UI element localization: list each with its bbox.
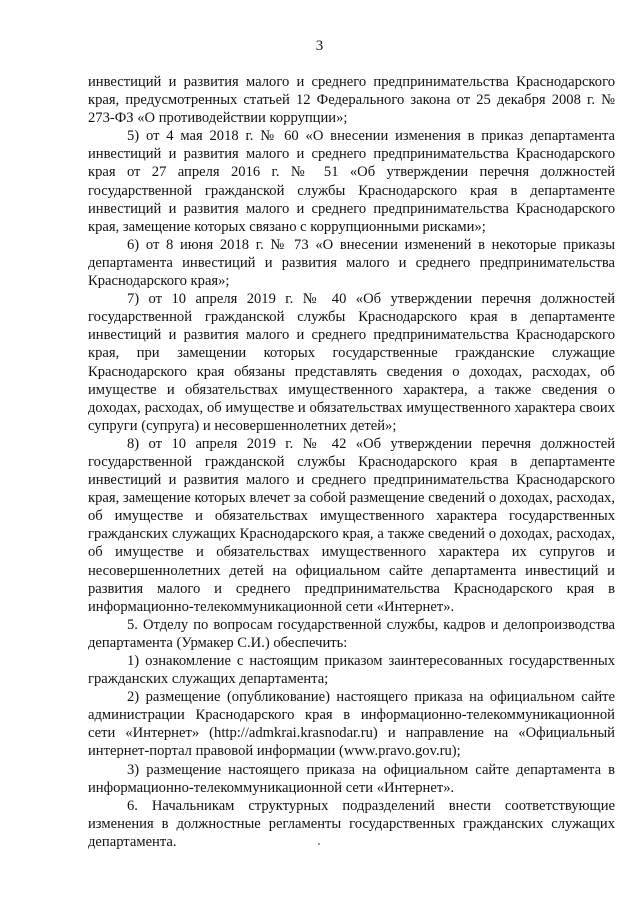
- paragraph-item-7: 7) от 10 апреля 2019 г. № 40 «Об утверждении перечня должностей государственной гражданской службы Краснодарского края в департаменте инвестиций и развития малого и среднего предпринимательства Краснодарского края, при замещении которых государственные гражданские служащие Краснодарского края обязаны представлять сведения о доходах, расходах, об имуществе и обязательствах имущественного характера, а также сведения о доходах, расходах, об имуществе и обязательствах имущественного характера своих супруги (супруга) и несовершеннолетних детей»;: [88, 291, 615, 434]
- paragraph-section-5: 5. Отделу по вопросам государственной службы, кадров и делопроизводства департамента (Урмакер С.И.) обеспечить:: [88, 616, 615, 651]
- paragraph-continuation: инвестиций и развития малого и среднего предпринимательства Краснодарского края, предусмотренных статьей 12 Федерального закона от 25 декабря 2008 г. № 273-ФЗ «О противодействии коррупции»;: [88, 74, 615, 127]
- paragraph-item-5: 5) от 4 мая 2018 г. № 60 «О внесении изменения в приказ департамента инвестиций и развития малого и среднего предпринимательства Краснодарского края от 27 апреля 2016 г. № 51 «Об утверждении перечня должностей государственной гражданской службы Краснодарского края в департаменте инвестиций и развития малого и среднего предпринимательства Краснодарского края, замещение которых связано с коррупционными рисками»;: [88, 128, 615, 235]
- paragraph-subitem-2: 2) размещение (опубликование) настоящего приказа на официальном сайте администрации Краснодарского края в информационно-телекоммуникационной сети «Интернет» (http://admkrai.krasnodar.ru) и направление на «Официальный интернет-портал правовой информации (www.pravo.gov.ru);: [88, 689, 615, 760]
- paragraph-item-6: 6) от 8 июня 2018 г. № 73 «О внесении изменений в некоторые приказы департамента инвестиций и развития малого и среднего предпринимательства Краснодарского края»;: [88, 236, 615, 290]
- document-body: [88, 73, 615, 851]
- scan-speck: [318, 843, 320, 845]
- paragraph-subitem-3: 3) размещение настоящего приказа на официальном сайте департамента в информационно-телекоммуникационной сети «Интернет».: [88, 761, 615, 796]
- page-number: 3: [315, 38, 324, 54]
- paragraph-item-8: 8) от 10 апреля 2019 г. № 42 «Об утверждении перечня должностей государственной гражданской службы Краснодарского края в департаменте инвестиций и развития малого и среднего предпринимательства Краснодарского края, замещение которых влечет за собой размещение сведений о доходах, расходах, об имуществе и обязательствах имущественного характера государственных гражданских служащих Краснодарского края, а также сведений о доходах, расходах, об имуществе и обязательствах имущественного характера их супругов и несовершеннолетних детей на официальном сайте департамента инвестиций и развития малого и среднего предпринимательства Краснодарского края в информационно-телекоммуникационной сети «Интернет».: [88, 435, 615, 615]
- paragraph-subitem-1: 1) ознакомление с настоящим приказом заинтересованных государственных гражданских служащих департамента;: [88, 653, 615, 688]
- paragraph-section-6: 6. Начальникам структурных подразделений внести соответствующие изменения в должностные регламенты государственных гражданских служащих департамента.: [88, 797, 615, 850]
